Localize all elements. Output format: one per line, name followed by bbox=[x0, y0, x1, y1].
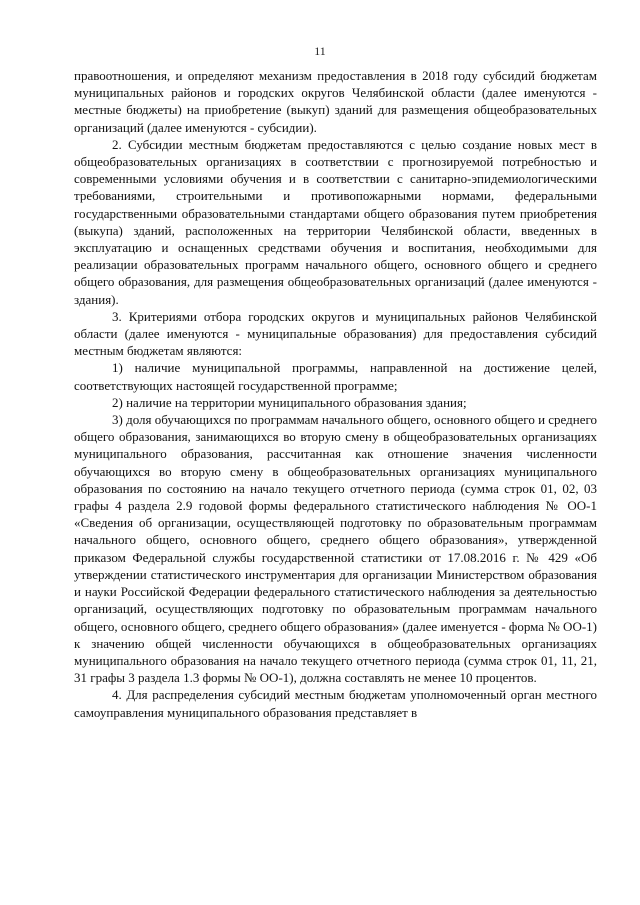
document-body bbox=[74, 67, 597, 721]
paragraph-continuation: правоотношения, и определяют механизм предоставления в 2018 году субсидий бюджетам муниципальных районов и городских округов Челябинской области (далее именуются - местные бюджеты) на приобретение (выкуп) зданий для размещения общеобразовательных организаций (далее именуются - субсидии). bbox=[74, 68, 597, 135]
paragraph-clause-2: 2. Субсидии местным бюджетам предоставляются с целью создание новых мест в общеобразовательных организациях в соответствии с прогнозируемой потребностью и современными условиями обучения и в соответствии с санитарно-эпидемиологическими требованиями, строительными и противопожарными нормами, федеральными государственными образовательными стандартами общего образования путем приобретения (выкупа) зданий, расположенных на территории Челябинской области, введенных в эксплуатацию и оснащенных средствами обучения и воспитания, необходимыми для реализации образовательных программ начального общего, основного общего и среднего общего образования, для размещения общеобразовательных организаций (далее именуются - здания). bbox=[74, 136, 597, 307]
paragraph-criterion-1: 1) наличие муниципальной программы, направленной на достижение целей, соответствующих настоящей государственной программе; bbox=[74, 360, 597, 393]
paragraph-criterion-3: 3) доля обучающихся по программам начального общего, основного общего и среднего общего образования, занимающихся во вторую смену в общеобразовательных организациях муниципального образования, рассчитанная как отношение значения численности обучающихся во вторую смену в общеобразовательных организациях муниципального образования по состоянию на начало текущего отчетного периода (сумма строк 01, 02, 03 графы 4 раздела 2.9 годовой формы федерального статистического наблюдения № ОО-1 «Сведения об организации, осуществляющей подготовку по образовательным программам начального общего, основного общего, среднего общего образования», утвержденной приказом Федеральной службы государственной статистики от 17.08.2016 г. № 429 «Об утверждении статистического инструментария для организации Министерством образования и науки Российской Федерации федерального статистического наблюдения за деятельностью организаций, осуществляющих подготовку по образовательным программам начального общего, основного общего, среднего общего образования» (далее именуется - форма № ОО-1) к значению общей численности обучающихся в общеобразовательных организациях муниципального образования на начало текущего отчетного периода (сумма строк 01, 11, 21, 31 графы 3 раздела 1.3 формы № ОО-1), должна составлять не менее 10 процентов. bbox=[74, 412, 597, 686]
paragraph-criterion-2: 2) наличие на территории муниципального образования здания; bbox=[112, 394, 467, 410]
page-number: 11 bbox=[314, 44, 326, 58]
paragraph-clause-4: 4. Для распределения субсидий местным бюджетам уполномоченный орган местного самоуправления муниципального образования представляет в bbox=[74, 687, 597, 720]
paragraph-clause-3: 3. Критериями отбора городских округов и муниципальных районов Челябинской области (далее именуются - муниципальные образования) для предоставления субсидий местным бюджетам являются: bbox=[74, 308, 597, 359]
